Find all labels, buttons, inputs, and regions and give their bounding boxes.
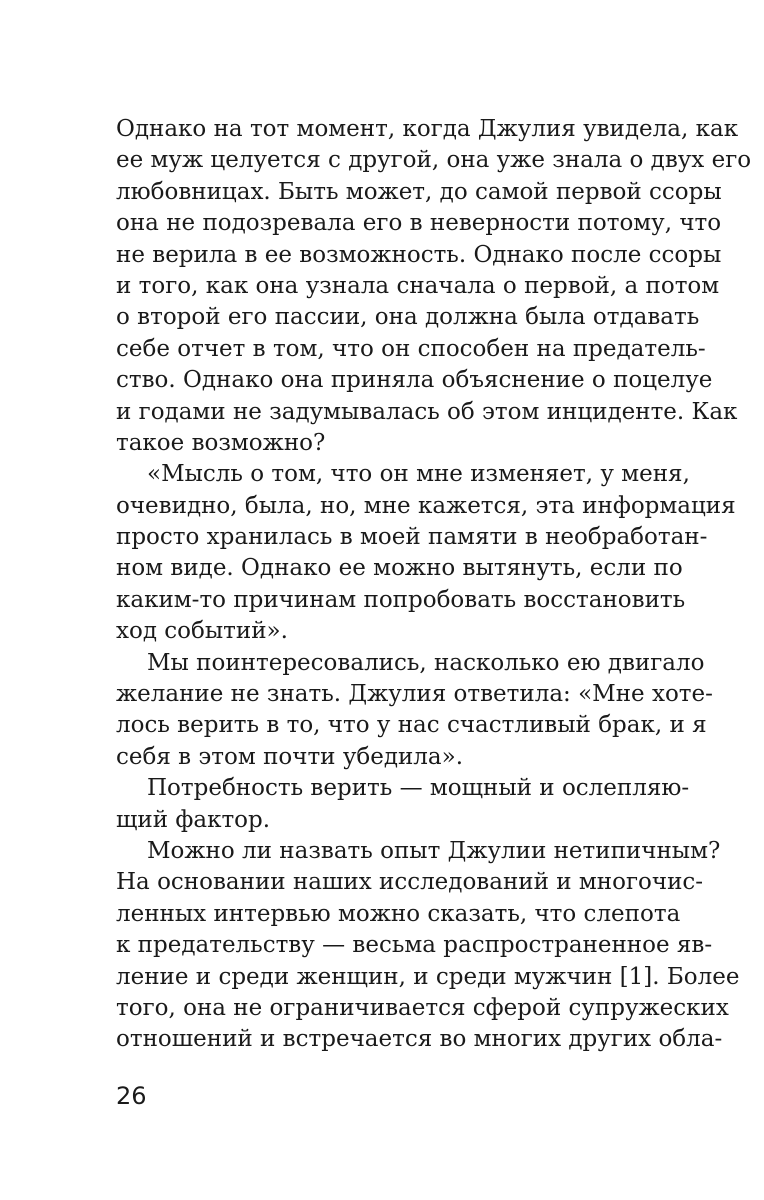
text-line: ление и среди женщин, и среди мужчин [1]. Более	[116, 963, 740, 990]
text-line: просто хранилась в моей памяти в необработан-	[116, 524, 708, 551]
text-line: ход событий».	[116, 618, 288, 645]
text-line: такое возможно?	[116, 429, 326, 456]
text-line: она не подозревала его в неверности потому, что	[116, 210, 722, 237]
body-text	[116, 114, 752, 1056]
text-line: и того, как она узнала сначала о первой, а потом	[116, 272, 720, 299]
text-line: себя в этом почти убедила».	[116, 743, 464, 770]
text-line: к предательству — весьма распространенное яв-	[116, 932, 713, 959]
text-line: лось верить в то, что у нас счастливый брак, и я	[116, 712, 707, 739]
text-line: Мы поинтересовались, насколько ею двигало	[147, 649, 705, 676]
text-line: отношений и встречается во многих других обла-	[116, 1026, 723, 1053]
text-line: ном виде. Однако ее можно вытянуть, если по	[116, 555, 683, 582]
text-line: и годами не задумывалась об этом инциденте. Как	[116, 398, 738, 425]
text-line: Потребность верить — мощный и ослепляю-	[147, 775, 690, 802]
text-line: желание не знать. Джулия ответила: «Мне хоте-	[116, 681, 713, 708]
text-line: ее муж целуется с другой, она уже знала о двух его	[116, 147, 752, 174]
text-line: очевидно, была, но, мне кажется, эта информация	[116, 492, 736, 519]
page-number: 26	[116, 1082, 147, 1110]
text-line: себе отчет в том, что он способен на предатель-	[116, 335, 706, 362]
text-line: На основании наших исследований и многочис-	[116, 869, 704, 896]
text-line: того, она не ограничивается сферой супружеских	[116, 994, 729, 1021]
text-line: «Мысль о том, что он мне изменяет, у меня,	[147, 461, 690, 488]
text-line: не верила в ее возможность. Однако после ссоры	[116, 241, 722, 268]
text-line: о второй его пассии, она должна была отдавать	[116, 304, 700, 331]
text-line: Можно ли назвать опыт Джулии нетипичным?	[147, 837, 721, 864]
text-line: щий фактор.	[116, 806, 271, 833]
text-line: каким-то причинам попробовать восстановить	[116, 586, 686, 613]
text-line: ленных интервью можно сказать, что слепота	[116, 900, 681, 927]
text-line: любовницах. Быть может, до самой первой ссоры	[116, 178, 722, 205]
text-line: Однако на тот момент, когда Джулия увидела, как	[116, 116, 739, 142]
text-line: ство. Однако она приняла объяснение о поцелуе	[116, 367, 713, 394]
